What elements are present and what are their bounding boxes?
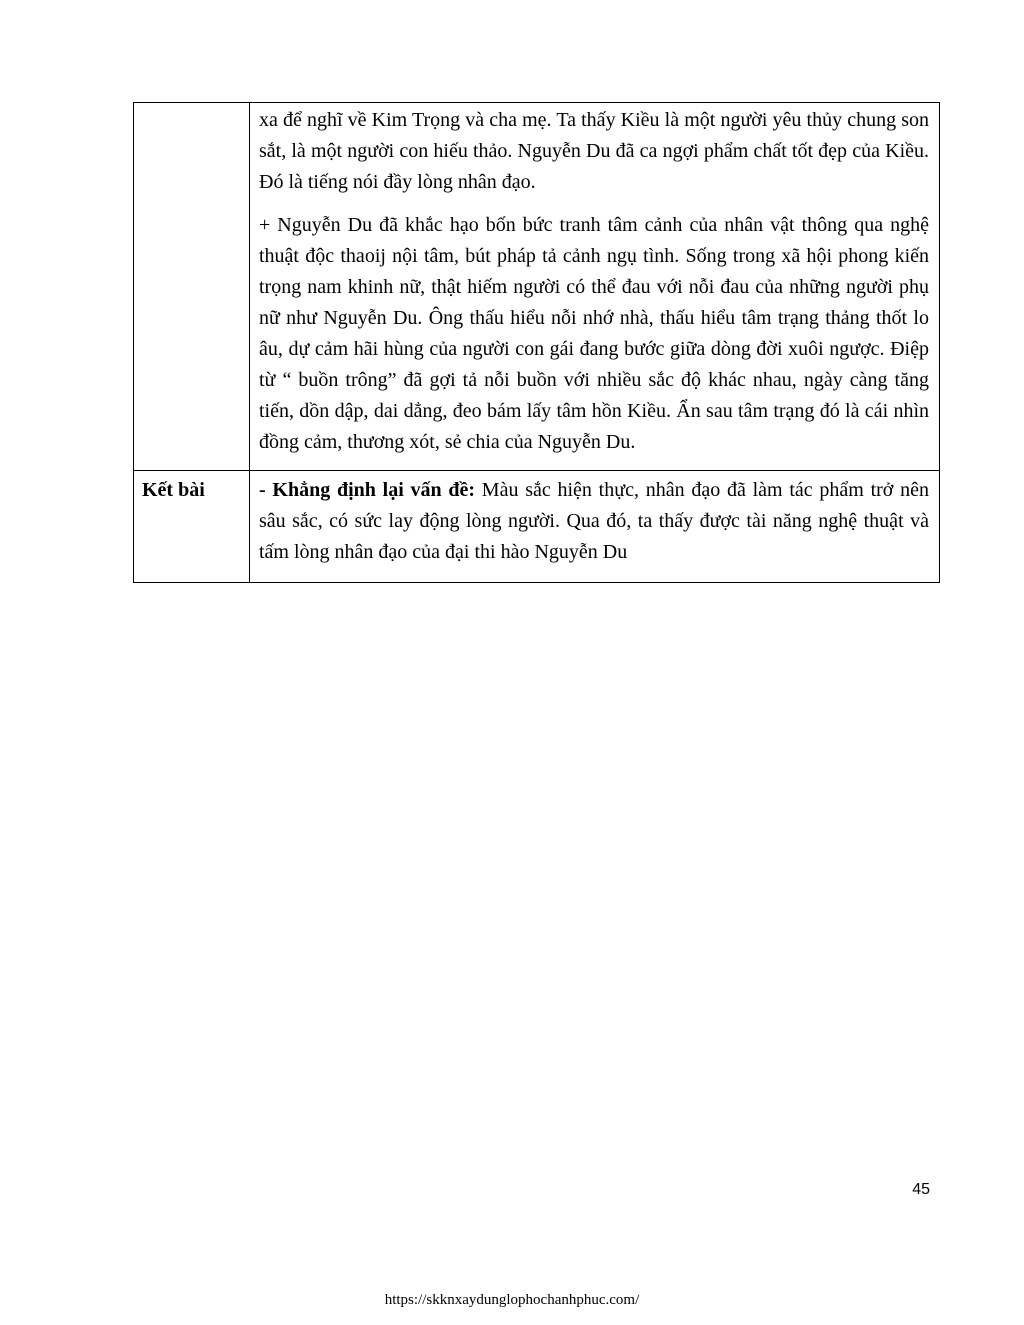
footer-url: https://skknxaydunglophochanhphuc.com/	[384, 1292, 640, 1308]
row-label-cell	[134, 103, 250, 471]
row-content-cell	[250, 103, 940, 471]
conclusion-content-cell	[250, 471, 940, 583]
table-row-body-continuation	[134, 103, 940, 471]
paragraph-kieu-qualities: xa để nghĩ về Kim Trọng và cha mẹ. Ta thấy Kiều là một người yêu thủy chung son sắt, là một người con hiếu thảo. Nguyễn Du đã ca ngợi phẩm chất tốt đẹp của Kiều. Đó là tiếng nói đầy lòng nhân đạo.	[259, 109, 929, 193]
conclusion-text: Màu sắc hiện thực, nhân đạo đã làm tác phẩm trở nên sâu sắc, có sức lay động lòng người. Qua đó, ta thấy được tài năng nghệ thuật và tấm lòng nhân đạo của đại thi hào Nguyễn Du	[259, 479, 929, 563]
essay-outline-table	[133, 102, 940, 583]
conclusion-lead: - Khẳng định lại vấn đề:	[259, 479, 476, 501]
conclusion-label: Kết bài	[134, 471, 250, 583]
page-number: 45	[912, 1181, 930, 1198]
paragraph-art-analysis: + Nguyễn Du đã khắc hạo bốn bức tranh tâm cảnh của nhân vật thông qua nghệ thuật độc thaoij nội tâm, bút pháp tả cảnh ngụ tình. Sống trong xã hội phong kiến trọng nam khinh nữ, thật hiếm người có thể đau với nỗi đau của những người phụ nữ như Nguyễn Du. Ông thấu hiểu nỗi nhớ nhà, thấu hiểu tâm trạng thảng thốt lo âu, dự cảm hãi hùng của người con gái đang bước giữa dòng đời xuôi ngược. Điệp từ “ buồn trông” đã gợi tả nỗi buồn với nhiều sắc độ khác nhau, ngày càng tăng tiến, dồn dập, dai dẳng, đeo bám lấy tâm hồn Kiều. Ẩn sau tâm trạng đó là cái nhìn đồng cảm, thương xót, sẻ chia của Nguyễn Du.	[259, 214, 929, 453]
table-row-conclusion	[134, 471, 940, 583]
conclusion-paragraph	[259, 475, 929, 568]
